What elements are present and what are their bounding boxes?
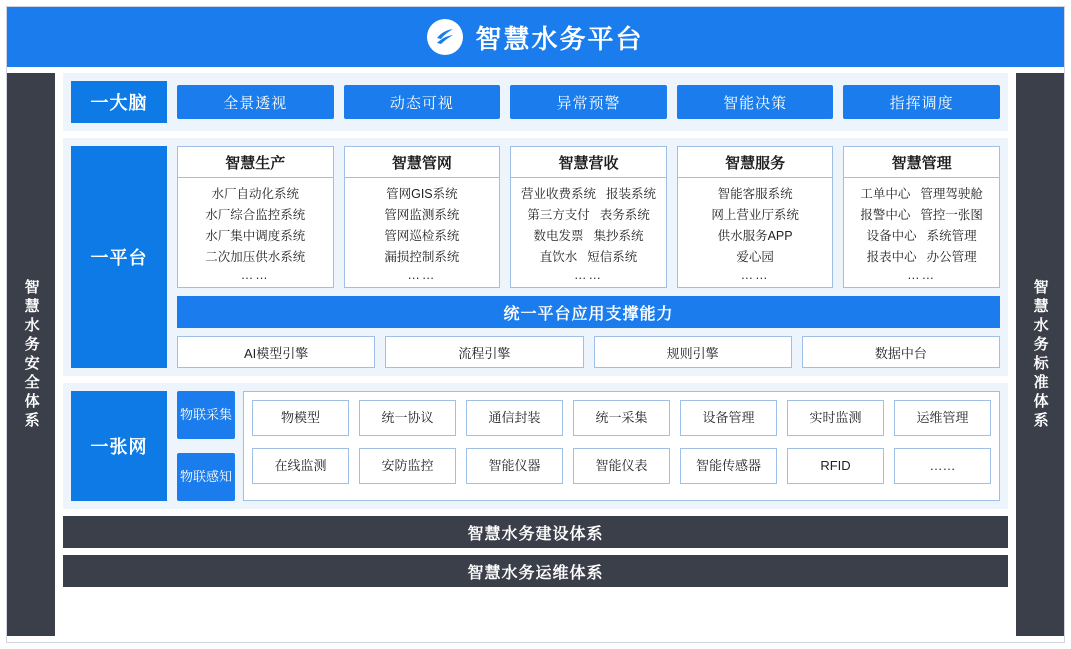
network-chip[interactable]: 统一协议 [359, 400, 456, 436]
network-chip[interactable]: 物模型 [252, 400, 349, 436]
network-chip[interactable]: 通信封装 [466, 400, 563, 436]
right-pillar-standard-system [1016, 73, 1064, 636]
card-item: 二次加压供水系统 [205, 250, 306, 264]
card-item-row [517, 205, 660, 223]
bottom-bar-operations: 智慧水务运维体系 [63, 555, 1008, 587]
diagram-body [7, 67, 1064, 642]
page-header [7, 7, 1064, 67]
network-chip[interactable]: 智能仪器 [466, 448, 563, 484]
brain-items [177, 81, 1000, 123]
brain-chip[interactable]: 智能决策 [677, 85, 834, 119]
domain-card-pipeline[interactable] [344, 146, 501, 288]
network-chip[interactable]: 实时监测 [787, 400, 884, 436]
card-item: 管网巡检系统 [384, 229, 460, 243]
card-item: 直饮水 [539, 250, 578, 264]
engine-chip-rule[interactable]: 规则引擎 [594, 336, 792, 368]
water-drop-logo-icon [427, 19, 463, 55]
brain-chip[interactable]: 全景透视 [177, 85, 334, 119]
center-column [55, 67, 1016, 642]
network-row [63, 383, 1008, 509]
network-row-content [177, 391, 1000, 501]
domain-card-service[interactable] [677, 146, 834, 288]
right-pillar-label: 智慧水务标准体系 [1031, 278, 1049, 431]
brain-row-label: 一大脑 [71, 81, 167, 123]
card-item: 办公管理 [926, 250, 977, 264]
card-item-row [850, 184, 993, 202]
card-item: 表务系统 [599, 208, 650, 222]
card-item: 水厂综合监控系统 [205, 208, 306, 222]
domain-card-management[interactable] [843, 146, 1000, 288]
network-chip[interactable]: 智能传感器 [680, 448, 777, 484]
card-item: 漏损控制系统 [384, 250, 460, 264]
network-chip[interactable]: 运维管理 [894, 400, 991, 436]
card-item: 报警中心 [860, 208, 911, 222]
card-item: 短信系统 [587, 250, 638, 264]
platform-row-label: 一平台 [71, 146, 167, 368]
card-title: 智慧服务 [678, 147, 833, 178]
brain-chip[interactable]: 指挥调度 [843, 85, 1000, 119]
card-item: 网上营业厅系统 [711, 208, 799, 222]
network-chip[interactable]: 设备管理 [680, 400, 777, 436]
brain-row-content [177, 81, 1000, 123]
network-row-label: 一张网 [71, 391, 167, 501]
network-collect-line [252, 400, 991, 436]
engine-chip-workflow[interactable]: 流程引擎 [385, 336, 583, 368]
card-title: 智慧生产 [178, 147, 333, 178]
left-pillar-label: 智慧水务安全体系 [22, 278, 40, 431]
bottom-bars [63, 516, 1008, 589]
card-item-row [517, 247, 660, 265]
network-tags [177, 391, 235, 501]
platform-row [63, 138, 1008, 376]
network-tag-collect[interactable]: 物联采集 [177, 391, 235, 439]
card-item-row [850, 205, 993, 223]
domain-cards [177, 146, 1000, 288]
network-chip[interactable]: 安防监控 [359, 448, 456, 484]
network-chip[interactable]: 统一采集 [573, 400, 670, 436]
engine-chip-ai-model[interactable]: AI模型引擎 [177, 336, 375, 368]
card-item: 工单中心 [860, 187, 911, 201]
network-grid [243, 391, 1000, 501]
card-item: 管理驾驶舱 [920, 187, 983, 201]
engine-chip-data-platform[interactable]: 数据中台 [802, 336, 1000, 368]
card-item-row [517, 226, 660, 244]
platform-row-content [177, 146, 1000, 368]
card-item: 数电发票 [533, 229, 584, 243]
domain-card-revenue[interactable] [510, 146, 667, 288]
network-chip[interactable]: 在线监测 [252, 448, 349, 484]
card-items [345, 178, 500, 287]
engine-chips [177, 336, 1000, 368]
card-item: 智能客服系统 [717, 187, 793, 201]
bottom-bar-construction: 智慧水务建设体系 [63, 516, 1008, 548]
card-item-ellipsis: …… [240, 268, 270, 282]
network-chip[interactable]: …… [894, 448, 991, 484]
card-item-ellipsis: …… [407, 268, 437, 282]
card-item-row [850, 226, 993, 244]
card-item: 水厂集中调度系统 [205, 229, 306, 243]
card-item: 系统管理 [926, 229, 977, 243]
platform-support-bar: 统一平台应用支撑能力 [177, 296, 1000, 328]
card-item: 爱心园 [736, 250, 774, 264]
card-item-ellipsis: …… [740, 268, 770, 282]
card-item: 管网GIS系统 [386, 187, 458, 201]
card-item: 集抄系统 [593, 229, 644, 243]
card-item-row [517, 184, 660, 202]
brain-chip[interactable]: 动态可视 [344, 85, 501, 119]
left-pillar-security-system [7, 73, 55, 636]
card-item: 设备中心 [866, 229, 917, 243]
card-item: 管控一张图 [920, 208, 983, 222]
card-item-ellipsis: …… [907, 268, 937, 282]
card-title: 智慧营收 [511, 147, 666, 178]
brain-row [63, 73, 1008, 131]
domain-card-production[interactable] [177, 146, 334, 288]
network-chip[interactable]: 智能仪表 [573, 448, 670, 484]
card-item: 营业收费系统 [520, 187, 596, 201]
card-items [178, 178, 333, 287]
diagram-frame [6, 6, 1065, 643]
card-item: 第三方支付 [527, 208, 590, 222]
card-item-ellipsis: …… [573, 268, 603, 282]
card-title: 智慧管理 [844, 147, 999, 178]
card-title: 智慧管网 [345, 147, 500, 178]
card-items [511, 178, 666, 287]
brain-chip[interactable]: 异常预警 [510, 85, 667, 119]
network-sense-line [252, 448, 991, 484]
card-item: 管网监测系统 [384, 208, 460, 222]
card-item: 供水服务APP [717, 229, 793, 243]
network-tag-sense[interactable]: 物联感知 [177, 453, 235, 501]
card-item: 水厂自动化系统 [211, 187, 300, 201]
page-title: 智慧水务平台 [475, 23, 644, 54]
network-chip[interactable]: RFID [787, 448, 884, 484]
card-item: 报表中心 [866, 250, 917, 264]
card-items [678, 178, 833, 287]
card-item: 报装系统 [605, 187, 656, 201]
card-items [844, 178, 999, 287]
card-item-row [850, 247, 993, 265]
